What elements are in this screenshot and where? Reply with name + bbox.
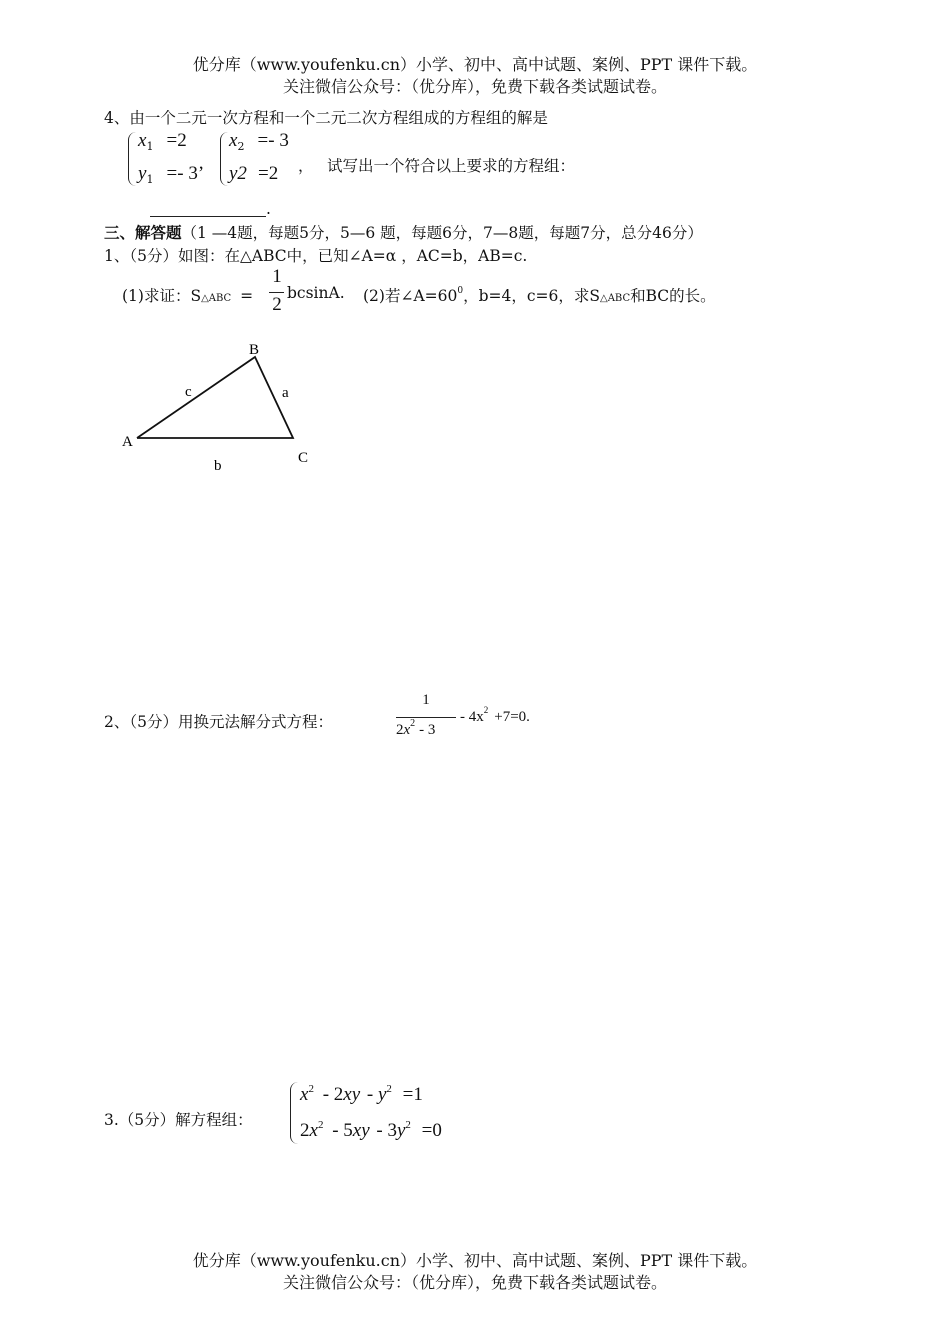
q4-system1-x: $x_1 =2$ [138,130,187,153]
triangle-label-B: B [249,342,260,358]
triangle-label-A: A [122,434,133,450]
q4-system2-brace [220,132,228,186]
p1-frac-line [269,292,284,293]
p1-part1-suffix: bcsinA. [287,284,345,302]
p1-part2: (2)若$\angle A=60^0$，b=4，c=6，求S△ABC和BC的长。 [363,286,716,305]
section3-heading [104,221,703,243]
p3-equation-2: $2x^2 - 5xy - 3y^2 =0$ [300,1119,442,1141]
q4-comma: ， [298,157,314,175]
p2-frac-den: $2x^2 - 3$ [396,718,436,738]
q4-answer-blank [150,216,266,217]
q4-text: 4、由一个二元一次方程和一个二元二次方程组成的方程组的解是 [104,109,548,127]
p2-prefix: 2、（5分）用换元法解分式方程： [104,713,333,731]
p2-frac-line [396,717,456,718]
p1-frac-num: 1 [272,266,282,287]
footer-line-1: 优分库（www.youfenku.cn）小学、初中、高中试题、案例、PPT 课件下载。 [192,1251,758,1270]
section3-note: （1 —4题，每题5分，5—6 题，每题6分，7—8题，每题7分，总分46分） [181,224,703,242]
section3-title: 三、解答题 [104,223,182,242]
p2-frac-num: 1 [422,692,430,708]
q4-system1-y: $y_1 =- 3$’ [138,163,205,186]
triangle-figure [110,330,340,480]
q4-system1-brace [128,132,136,186]
p3-system-brace [290,1082,298,1144]
p3-prefix: 3.（5分）解方程组： [104,1111,253,1129]
triangle-side-b: b [214,458,222,474]
p1-part1: (1)求证：S△ABC = [122,287,254,305]
q4-system2-y: y2 =2 [229,163,279,184]
p3-equation-1: $x^2 - 2xy - y^2 =1$ [300,1083,423,1105]
p1-frac-den: 2 [272,294,282,315]
triangle-label-C: C [298,450,309,466]
triangle-side-c: c [185,384,192,400]
p2-rest: - $4x^2 +7=0$. [460,705,530,725]
q4-ask: 试写出一个符合以上要求的方程组： [327,157,576,175]
triangle-shape [137,357,293,438]
header-line-1: 优分库（www.youfenku.cn）小学、初中、高中试题、案例、PPT 课件下载。 [192,55,758,74]
p1-line1: 1、（5分）如图：在△ABC中，已知∠A=α ，AC=b，AB=c. [104,247,528,265]
q4-blank-end: . [266,200,271,218]
header-line-2: 关注微信公众号：（优分库），免费下载各类试题试卷。 [282,77,667,96]
triangle-side-a: a [282,385,289,401]
q4-system2-x: $x_2 =- 3$ [229,130,289,153]
footer-line-2: 关注微信公众号：（优分库），免费下载各类试题试卷。 [282,1273,667,1292]
